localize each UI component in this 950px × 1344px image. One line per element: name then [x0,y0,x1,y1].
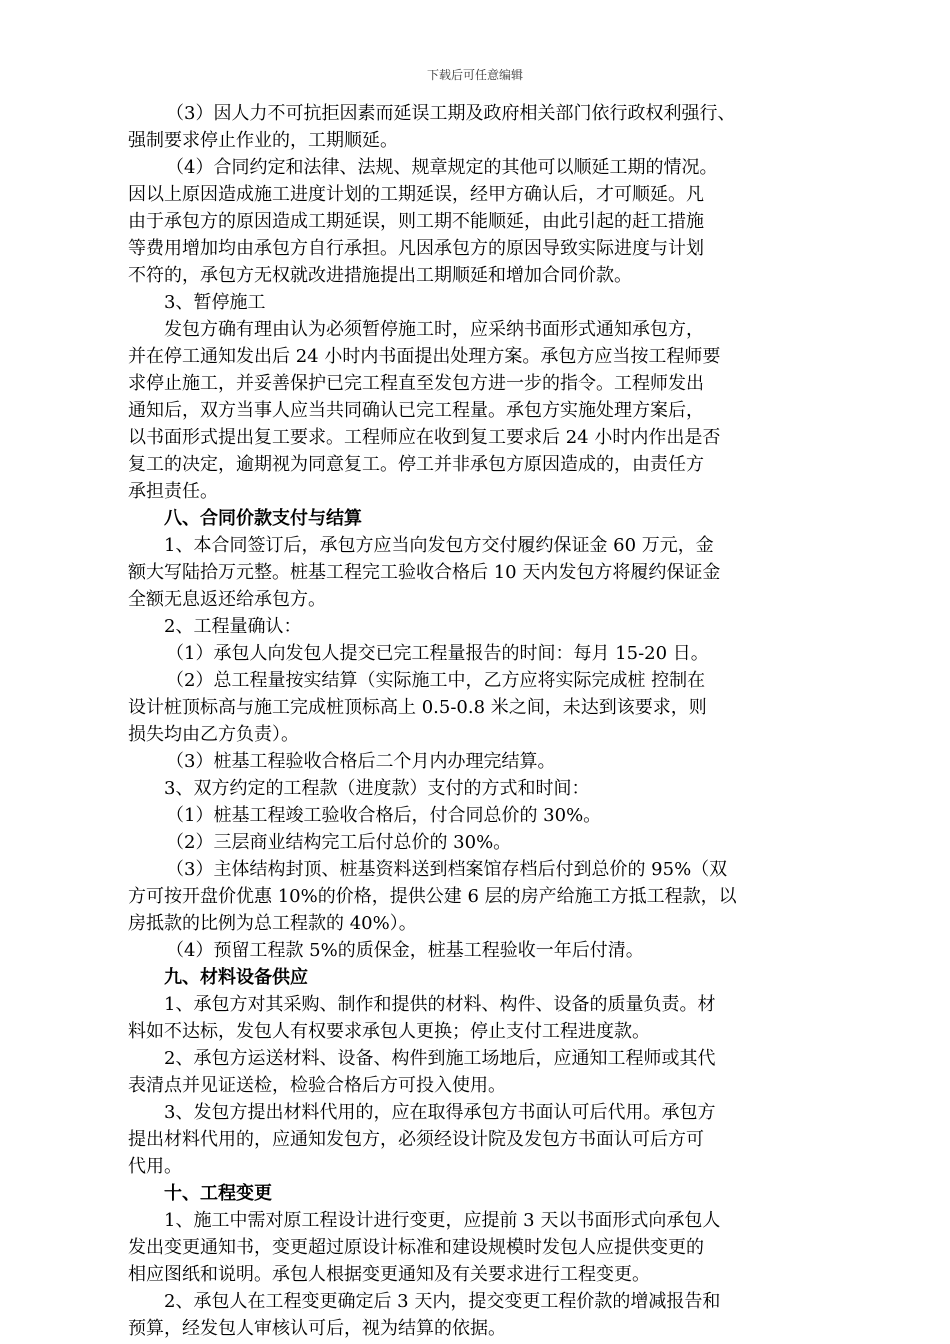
text-line: （4）预留工程款 5%的质保金，桩基工程验收一年后付清。 [166,940,644,961]
text-line: 相应图纸和说明。承包人根据变更通知及有关要求进行工程变更。 [128,1264,650,1285]
text-line: 提出材料代用的，应通知发包方，必须经设计院及发包方书面认可后方可 [128,1129,704,1150]
text-line: 料如不达标，发包人有权要求承包人更换；停止支付工程进度款。 [128,1021,650,1042]
text-line: （3）因人力不可抗拒因素而延误工期及政府相关部门依行政权利强行、 [166,103,736,124]
text-line: （1）承包人向发包人提交已完工程量报告的时间：每月 15-20 日。 [166,643,709,664]
text-line: 全额无息返还给承包方。 [128,589,326,610]
text-line: （1）桩基工程竣工验收合格后，付合同总价的 30%。 [166,805,602,826]
text-line: 由于承包方的原因造成工期延误，则工期不能顺延，由此引起的赶工措施 [128,211,704,232]
text-line: （3）桩基工程验收合格后二个月内办理完结算。 [166,751,556,772]
text-line: 损失均由乙方负责）。 [128,724,299,745]
text-line: 房抵款的比例为总工程款的 40%）。 [128,913,417,934]
section-heading: 十、工程变更 [164,1183,272,1204]
text-line: 1、施工中需对原工程设计进行变更，应提前 3 天以书面形式向承包人 [164,1210,721,1231]
text-line: 2、工程量确认： [164,616,302,637]
text-line: （2）总工程量按实结算（实际施工中，乙方应将实际完成桩 控制在 [166,670,706,691]
section-heading: 九、材料设备供应 [164,967,308,988]
text-line: 强制要求停止作业的，工期顺延。 [128,130,398,151]
text-line: 额大写陆拾万元整。桩基工程完工验收合格后 10 天内发包方将履约保证金 [128,562,721,583]
text-line: 并在停工通知发出后 24 小时内书面提出处理方案。承包方应当按工程师要 [128,346,721,367]
text-line: 1、承包方对其采购、制作和提供的材料、构件、设备的质量负责。材 [164,994,716,1015]
text-line: 等费用增加均由承包方自行承担。凡因承包方的原因导致实际进度与计划 [128,238,704,259]
text-line: 3、暂停施工 [164,292,266,313]
document-body [128,100,848,1342]
text-line: 1、本合同签订后，承包方应当向发包方交付履约保证金 60 万元，金 [164,535,714,556]
text-line: 因以上原因造成施工进度计划的工期延误，经甲方确认后，才可顺延。凡 [128,184,704,205]
text-line: 3、双方约定的工程款（进度款）支付的方式和时间： [164,778,590,799]
text-line: 3、发包方提出材料代用的，应在取得承包方书面认可后代用。承包方 [164,1102,716,1123]
text-line: （4）合同约定和法律、法规、规章规定的其他可以顺延工期的情况。 [166,157,718,178]
text-line: （3）主体结构封顶、桩基资料送到档案馆存档后付到总价的 95%（双 [166,859,728,880]
text-line: 求停止施工，并妥善保护已完工程直至发包方进一步的指令。工程师发出 [128,373,704,394]
text-line: 预算，经发包人审核认可后，视为结算的依据。 [128,1318,506,1339]
text-line: （2）三层商业结构完工后付总价的 30%。 [166,832,512,853]
section-heading: 八、合同价款支付与结算 [164,508,362,529]
text-line: 表清点并见证送检，检验合格后方可投入使用。 [128,1075,506,1096]
text-line: 复工的决定，逾期视为同意复工。停工并非承包方原因造成的，由责任方 [128,454,704,475]
header-note: 下载后可任意编辑 [426,68,523,82]
text-line: 方可按开盘价优惠 10%的价格，提供公建 6 层的房产给施工方抵工程款，以 [128,886,737,907]
text-line: 承担责任。 [128,481,218,502]
text-line: 发出变更通知书，变更超过原设计标准和建设规模时发包人应提供变更的 [128,1237,704,1258]
text-line: 设计桩顶标高与施工完成桩顶标高上 0.5-0.8 米之间，未达到该要求，则 [128,697,707,718]
text-line: 代用。 [128,1156,182,1177]
text-line: 以书面形式提出复工要求。工程师应在收到复工要求后 24 小时内作出是否 [128,427,721,448]
text-line: 通知后，双方当事人应当共同确认已完工程量。承包方实施处理方案后， [128,400,704,421]
text-line: 2、承包人在工程变更确定后 3 天内，提交变更工程价款的增减报告和 [164,1291,721,1312]
text-line: 2、承包方运送材料、设备、构件到施工场地后，应通知工程师或其代 [164,1048,716,1069]
text-line: 不符的，承包方无权就改进措施提出工期顺延和增加合同价款。 [128,265,632,286]
text-line: 发包方确有理由认为必须暂停施工时，应采纳书面形式通知承包方， [164,319,704,340]
